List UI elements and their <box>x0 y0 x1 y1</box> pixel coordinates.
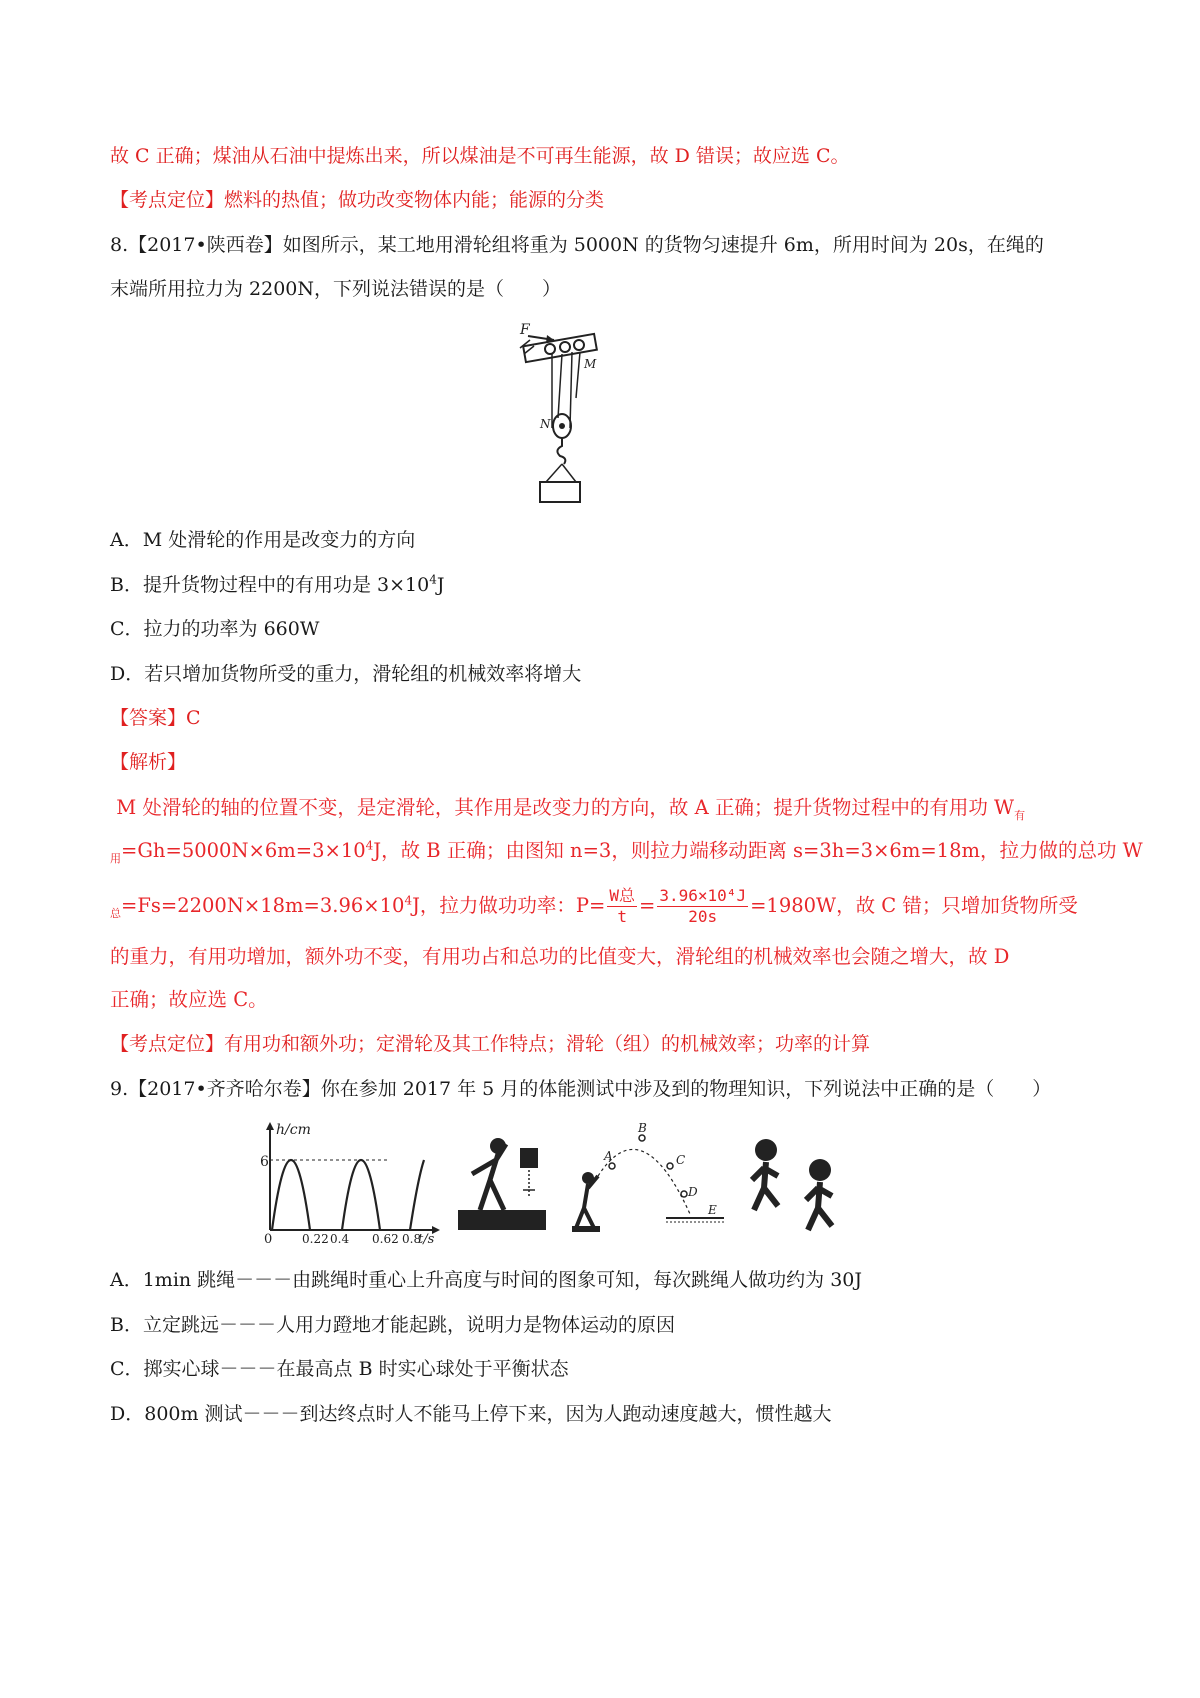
graph-xlabel: t/s <box>418 1232 435 1246</box>
label-m: M <box>584 357 597 371</box>
trajectory-label-e: E <box>708 1203 717 1217</box>
graph-xtick-2: 0.4 <box>330 1232 350 1246</box>
analysis-line-3: $_总=Fs=2200N\times 18m=3.96\times 10^4J$，拉力做功功率：P= $\frac{\text{W总}}{t}$ = $\frac{\text{3.96×10⁴J}}{20s}$ =1980W，故 C 错；只增加货物所受 <box>110 886 1078 926</box>
analysis-line-5: 正确；故应选 C。 <box>110 988 268 1011</box>
runners <box>752 1139 832 1230</box>
graph-ytick: 6 <box>260 1154 269 1170</box>
q8-option-b: B．提升货物过程中的有用功是 $3\times 10^4J$ <box>110 572 445 596</box>
analysis-line-1: M 处滑轮的轴的位置不变，是定滑轮，其作用是改变力的方向，故 A 正确；提升货物过程中的有用功 $W_有$ <box>116 796 1026 822</box>
q8-kaodian: 【考点定位】有用功和额外功；定滑轮及其工作特点；滑轮（组）的机械效率；功率的计算 <box>110 1033 871 1055</box>
pulley-system-figure <box>510 318 610 508</box>
q9-option-d: D．800m 测试－－－到达终点时人不能马上停下来，因为人跑动速度越大，惯性越大 <box>110 1403 832 1425</box>
analysis-line-4: 的重力，有用功增加，额外功不变，有用功占和总功的比值变大，滑轮组的机械效率也会随之增大，故 D <box>110 945 1010 968</box>
q7-kaodian <box>110 187 604 213</box>
standing-jump-person <box>458 1138 546 1230</box>
label-f: F <box>520 322 530 338</box>
q9-option-c: C．掷实心球－－－在最高点 B 时实心球处于平衡状态 <box>110 1358 569 1380</box>
q8-stem-line1: 8.【2017•陕西卷】如图所示，某工地用滑轮组将重为 5000N 的货物匀速提升 6m，所用时间为 20s，在绳的 <box>110 234 1044 256</box>
q9-stem: 9.【2017•齐齐哈尔卷】你在参加 2017 年 5 月的体能测试中涉及到的物理知识，下列说法中正确的是（ ） <box>110 1078 1052 1100</box>
q8-option-d: D．若只增加货物所受的重力，滑轮组的机械效率将增大 <box>110 663 582 685</box>
graph-ylabel: h/cm <box>276 1122 311 1138</box>
trajectory-label-c: C <box>676 1153 686 1167</box>
kaodian-text: 燃料的热值；做功改变物体内能；能源的分类 <box>224 189 605 211</box>
fraction-w-over-t: $\frac{\text{W总}}{t}$ <box>609 886 636 926</box>
trajectory-label-d: D <box>688 1185 698 1199</box>
kaodian-label: 【考点定位】 <box>110 189 225 211</box>
graph-xtick-4: 0.8 <box>402 1232 422 1246</box>
graph-xtick-3: 0.62 <box>372 1232 399 1246</box>
q8-option-c: C．拉力的功率为 660W <box>110 618 320 640</box>
fitness-test-figure <box>258 1118 853 1246</box>
trajectory-label-b: B <box>638 1121 647 1135</box>
q8-analysis-label: 【解析】 <box>110 751 187 773</box>
q8-answer: 【答案】C <box>110 707 201 729</box>
q9-option-a: A．1min 跳绳－－－由跳绳时重心上升高度与时间的图象可知，每次跳绳人做功约为 30J <box>110 1269 863 1291</box>
shot-put-trajectory <box>572 1121 724 1232</box>
q8-option-a: A．M 处滑轮的作用是改变力的方向 <box>110 529 416 551</box>
analysis-line-2: $_用=Gh=5000N\times 6m=3\times 10^4J$，故 B 正确；由图知 n=3，则拉力端移动距离 s=3h=3×6m=18m，拉力做的总功 W <box>110 838 1143 865</box>
trajectory-label-a: A <box>604 1149 613 1163</box>
graph-origin: 0 <box>264 1232 273 1246</box>
graph-xtick-1: 0.22 <box>302 1232 329 1246</box>
q7-conclusion: 故 C 正确；煤油从石油中提炼出来，所以煤油是不可再生能源，故 D 错误；故应选 C。 <box>110 145 850 167</box>
label-n: N <box>540 417 551 431</box>
q8-stem-line2: 末端所用拉力为 2200N，下列说法错误的是（ ） <box>110 278 562 300</box>
q9-option-b: B．立定跳远－－－人用力蹬地才能起跳，说明力是物体运动的原因 <box>110 1314 675 1336</box>
fraction-value: $\frac{\text{3.96×10⁴J}}{20s}$ <box>659 886 747 926</box>
